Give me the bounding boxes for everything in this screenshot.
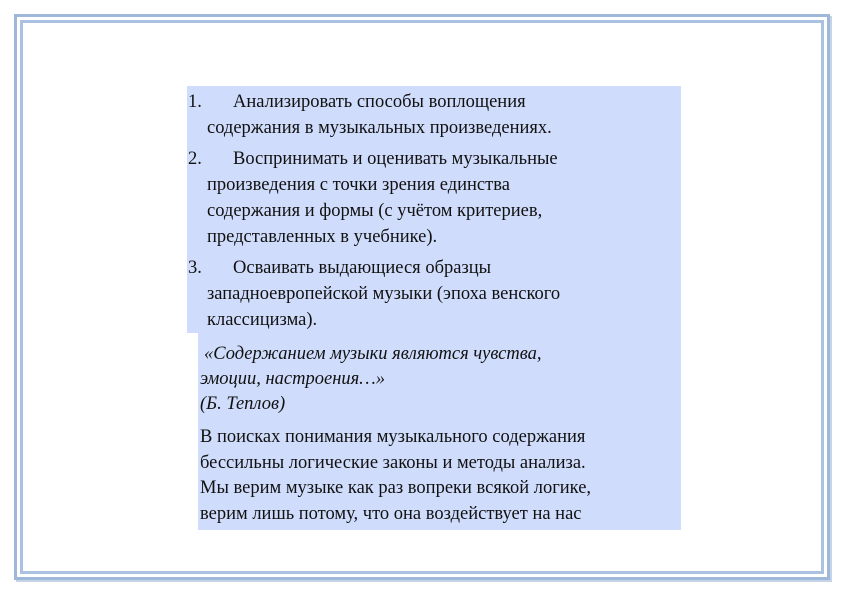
goal-item-1 <box>187 89 681 141</box>
goals-list <box>187 86 681 333</box>
epigraph-quote <box>200 342 681 392</box>
goal-line: содержания и формы (с учётом критериев, <box>207 201 543 221</box>
quote-block <box>198 333 681 530</box>
goal-line: классицизма). <box>207 310 318 330</box>
goal-item-3 <box>187 255 681 333</box>
quote-line: эмоции, настроения…» <box>200 369 385 389</box>
goal-number: 2. <box>188 149 202 169</box>
body-paragraph <box>200 425 681 527</box>
goal-number: 3. <box>188 258 202 278</box>
goal-line: западноевропейской музыки (эпоха венского <box>207 284 561 304</box>
quote-line: «Содержанием музыки являются чувства, <box>204 344 542 364</box>
goal-number: 1. <box>188 92 202 112</box>
quote-author: (Б. Теплов) <box>200 394 286 414</box>
goal-line: произведения с точки зрения единства <box>207 175 510 195</box>
goal-line: содержания в музыкальных произведениях. <box>207 118 552 138</box>
paragraph-line: бессильны логические законы и методы анализа. <box>200 452 586 473</box>
goal-line: Анализировать способы воплощения <box>233 92 526 112</box>
goal-line: Осваивать выдающиеся образцы <box>233 258 492 278</box>
paragraph-line: верим лишь потому, что она воздействует на нас <box>200 503 582 524</box>
goal-item-2 <box>187 146 681 250</box>
paragraph-line: Мы верим музыке как раз вопреки всякой логике, <box>200 478 592 498</box>
goal-line: Воспринимать и оценивать музыкальные <box>233 149 558 169</box>
goal-line: представленных в учебнике). <box>207 227 438 247</box>
paragraph-line: В поисках понимания музыкального содержания <box>200 427 586 447</box>
